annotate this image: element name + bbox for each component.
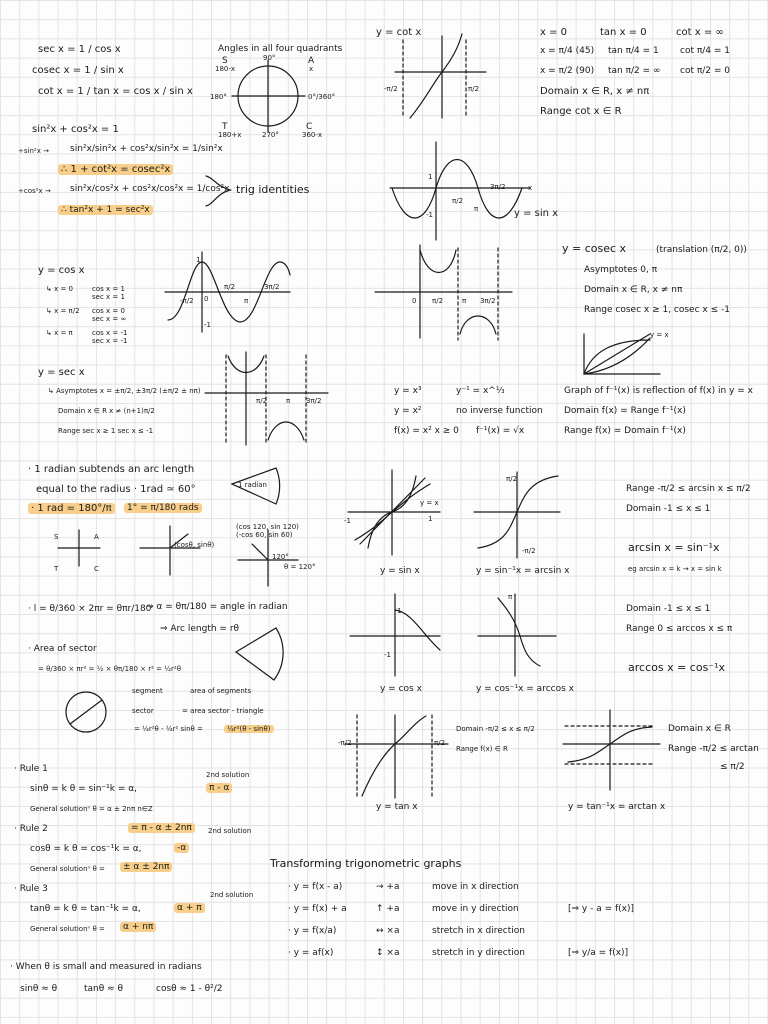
cosec-title: y = cosec x xyxy=(562,242,627,255)
arcsin-domain: Domain -1 ≤ x ≤ 1 xyxy=(626,504,711,514)
quadrant-diagram xyxy=(232,60,305,132)
rule-2-general: General solutionⁿ θ = xyxy=(30,865,105,873)
arccos-label-1: y = cos x xyxy=(380,684,422,694)
tan-row-3-tan: tan π/2 = ∞ xyxy=(608,66,661,76)
pythag-identity: sin²x + cos²x = 1 xyxy=(32,124,119,135)
cos-r-tick-neg1: -1 xyxy=(384,651,391,659)
quadrant-c: C xyxy=(306,122,313,132)
sec-asymptotes: ↳ Asymptotes x = ±π/2, ±3π/2 (±π/2 ± nπ) xyxy=(48,387,201,395)
rule-1-eq: sinθ = k θ = sin⁻¹k = α, xyxy=(30,784,138,794)
tan-row-2-x: x = π/4 (45) xyxy=(540,46,595,56)
quadrant-t-sub: 180+x xyxy=(218,131,242,139)
rule-3-note: 2nd solution xyxy=(210,891,254,899)
cosec-tick-pi2: π/2 xyxy=(432,297,444,305)
tan-tick-pi2: π/2 xyxy=(434,739,446,747)
cosec-domain: Domain x ∈ R, x ≠ nπ xyxy=(584,285,683,295)
tan-graph xyxy=(345,715,448,798)
sin-inv-tick-neg1: -1 xyxy=(344,517,351,525)
tan-tick-neg-pi2: -π/2 xyxy=(338,739,352,747)
reflection-line-3: Range f(x) = Domain f⁻¹(x) xyxy=(564,426,686,436)
sin-tick-pi2: π/2 xyxy=(452,197,464,205)
arcsin-eg: eg arcsin x = k → x = sin k xyxy=(628,565,722,573)
div-cos-label: ÷cos²x → xyxy=(18,187,51,195)
inverse-row-3-inv: f⁻¹(x) = √x xyxy=(476,426,525,436)
sec-tick-pi: π xyxy=(286,397,291,405)
sec-tick-pi2: π/2 xyxy=(256,397,268,405)
cos-row-2-cos: cos x = 0 xyxy=(92,307,125,315)
sin-inv-yx: y = x xyxy=(420,499,439,507)
area-sector xyxy=(236,628,283,680)
transform-2-desc: move in y direction xyxy=(432,904,519,914)
sec-definition: sec x = 1 / cos x xyxy=(38,44,121,55)
cos-tick-neg1: -1 xyxy=(204,321,211,329)
reflection-yx-label: y = x xyxy=(650,331,669,339)
quadrant-t: T xyxy=(222,122,228,132)
quadrant-a-sub: x xyxy=(309,65,314,73)
cosec-definition: cosec x = 1 / sin x xyxy=(32,65,124,76)
rule-1-title: · Rule 1 xyxy=(14,764,48,774)
cos-r-tick-1: 1 xyxy=(397,607,402,615)
segment-result: ½r²(θ - sinθ) xyxy=(224,725,274,733)
transform-2-eq: · y = f(x) + a xyxy=(288,904,347,914)
quadrant-c-sub: 360-x xyxy=(302,131,323,139)
tan-row-3-cot: cot π/2 = 0 xyxy=(680,66,731,76)
arctan-range: Range -π/2 ≤ arctan xyxy=(668,744,759,754)
transform-3-eq: · y = f(x/a) xyxy=(288,926,337,936)
unit-pt-3: 120° xyxy=(272,553,289,561)
arccos-domain: Domain -1 ≤ x ≤ 1 xyxy=(626,604,711,614)
cos-tick-0: 0 xyxy=(204,295,209,303)
arccos-def: arccos x = cos⁻¹x xyxy=(628,661,726,674)
cos-row-1-x: ↳ x = 0 xyxy=(46,285,74,293)
rule-2-note: 2nd solution xyxy=(208,827,252,835)
div-cos-eq: sin²x/cos²x + cos²x/cos²x = 1/cos²x xyxy=(70,184,230,194)
cos-row-3-sec: sec x = -1 xyxy=(92,337,128,345)
sin-inverse-graph xyxy=(348,470,440,555)
arctan-range-b: ≤ π/2 xyxy=(720,762,745,772)
segment-formula: = ½r²θ - ½r² sinθ = xyxy=(134,725,203,733)
rule-1-general: General solutionⁿ θ = α ± 2nπ n∈Z xyxy=(30,805,153,813)
cos-tick-3pi2: 3π/2 xyxy=(264,283,280,291)
tan-range: Range f(x) ∈ R xyxy=(456,745,508,753)
reflection-graph xyxy=(584,334,660,374)
sin-axis-x: x xyxy=(528,184,533,192)
arcsin-tick-neg-pi2: -π/2 xyxy=(522,547,536,555)
reflection-line-2: Domain f(x) = Range f⁻¹(x) xyxy=(564,406,686,416)
identity-result-1: ∴ 1 + cot²x = cosec²x xyxy=(58,164,173,175)
tan-domain: Domain -π/2 ≤ x ≤ π/2 xyxy=(456,725,535,733)
arctan-graph xyxy=(563,710,660,790)
transform-1-desc: move in x direction xyxy=(432,882,519,892)
inverse-row-2-f: y = x² xyxy=(394,406,422,416)
unit-pt-4: θ = 120° xyxy=(284,563,316,571)
cosec-tick-0: 0 xyxy=(412,297,417,305)
quadrant-right: 0°/360° xyxy=(308,93,336,101)
inverse-row-1-inv: y⁻¹ = x^⅓ xyxy=(456,386,505,396)
small-angle-tan: tanθ ≈ θ xyxy=(84,984,124,994)
transform-2-arrow: ↑ +a xyxy=(376,904,400,914)
sin-graph xyxy=(390,142,533,240)
sin-inv-tick-1: 1 xyxy=(428,515,433,523)
cos-row-1-sec: sec x = 1 xyxy=(92,293,125,301)
rule-3-general-hl: α + nπ xyxy=(120,922,156,932)
quadrant-left: 180° xyxy=(210,93,227,101)
arccos-tick-pi: π xyxy=(508,593,513,601)
identity-result-2: ∴ tan²x + 1 = sec²x xyxy=(58,205,153,215)
cos-tick-pi2: π/2 xyxy=(224,283,236,291)
cos-restricted-graph xyxy=(350,594,440,676)
arccos-graph xyxy=(478,594,556,676)
arctan-domain: Domain x ∈ R xyxy=(668,724,731,734)
tan-row-1-x: x = 0 xyxy=(540,27,568,38)
cosec-tick-pi: π xyxy=(462,297,467,305)
sector-title: · Area of sector xyxy=(28,644,97,654)
small-angle-title: · When θ is small and measured in radians xyxy=(10,962,202,972)
rule-3-general: General solutionⁿ θ = xyxy=(30,925,105,933)
sec-title: y = sec x xyxy=(38,367,85,378)
cos-title: y = cos x xyxy=(38,265,85,276)
transform-3-desc: stretch in x direction xyxy=(432,926,525,936)
arcsin-def: arcsin x = sin⁻¹x xyxy=(628,541,720,554)
quadrant-s-sub: 180-x xyxy=(215,65,236,73)
arcsin-range: Range -π/2 ≤ arcsin x ≤ π/2 xyxy=(626,484,751,494)
rule-2-title: · Rule 2 xyxy=(14,824,48,834)
cot-domain: Domain x ∈ R, x ≠ nπ xyxy=(540,86,650,97)
cot-definition: cot x = 1 / tan x = cos x / sin x xyxy=(38,86,193,97)
mini-quad-s: S xyxy=(54,533,59,541)
arc-length: ⇒ Arc length = rθ xyxy=(160,624,240,634)
quadrant-s: S xyxy=(222,56,228,66)
cos-tick-pi: π xyxy=(244,297,249,305)
sin-tick-pi: π xyxy=(474,205,479,213)
mini-quad-a: A xyxy=(94,533,99,541)
transform-title: Transforming trigonometric graphs xyxy=(270,857,462,870)
mini-quad-c: C xyxy=(94,565,99,573)
cos-row-3-x: ↳ x = π xyxy=(46,329,73,337)
arcsin-label-1: y = sin x xyxy=(380,566,420,576)
transform-3-arrow: ↔ ×a xyxy=(376,926,400,936)
transform-4-arrow: ↕ ×a xyxy=(376,948,400,958)
arcsin-tick-pi2: π/2 xyxy=(506,475,518,483)
segment-circle xyxy=(66,692,106,732)
deg-to-rad: 1° = π/180 rads xyxy=(124,503,202,513)
reflection-line-1: Graph of f⁻¹(x) is reflection of f(x) in y = x xyxy=(564,386,753,396)
arccos-label-2: y = cos⁻¹x = arccos x xyxy=(476,684,574,694)
rule-3-second: α + π xyxy=(174,903,205,913)
sec-range: Range sec x ≥ 1 sec x ≤ -1 xyxy=(58,427,154,435)
div-sin-eq: sin²x/sin²x + cos²x/sin²x = 1/sin²x xyxy=(70,144,223,154)
radian-line-1: · 1 radian subtends an arc length xyxy=(28,464,195,475)
quadrant-a: A xyxy=(308,56,315,66)
cosec-tick-3pi2: 3π/2 xyxy=(480,297,496,305)
inverse-row-3-f: f(x) = x² x ≥ 0 xyxy=(394,426,459,436)
cot-title: y = cot x xyxy=(376,27,422,38)
transform-4-note: [⇒ y/a = f(x)] xyxy=(568,948,629,958)
arcsin-label-2: y = sin⁻¹x = arcsin x xyxy=(476,566,570,576)
transform-1-arrow: → +a xyxy=(376,882,400,892)
rule-2-eq: cosθ = k θ = cos⁻¹k = α, xyxy=(30,844,142,854)
cos-row-3-cos: cos x = -1 xyxy=(92,329,128,337)
tan-row-2-cot: cot π/4 = 1 xyxy=(680,46,731,56)
transform-1-eq: · y = f(x - a) xyxy=(288,882,343,892)
rule-3-title: · Rule 3 xyxy=(14,884,48,894)
sector-text: = area sector - triangle xyxy=(182,707,264,715)
quadrant-top: 90° xyxy=(263,54,276,62)
rule-2-second: -α xyxy=(174,843,189,853)
cosec-asymptotes: Asymptotes 0, π xyxy=(584,265,658,275)
small-angle-sin: sinθ ≈ θ xyxy=(20,984,58,994)
rule-2-note-top: = π - α ± 2nπ xyxy=(128,823,195,833)
sin-tick-neg1: -1 xyxy=(426,211,433,219)
unit-pt-2: (-cos 60, sin 60) xyxy=(236,531,293,539)
rad-to-deg: · 1 rad = 180°/π xyxy=(28,503,115,514)
arc-formula: · l = θ/360 × 2πr = θπr/180 xyxy=(28,604,152,614)
rule-3-eq: tanθ = k θ = tan⁻¹k = α, xyxy=(30,904,141,914)
trig-identities-label: trig identities xyxy=(236,183,310,196)
tan-row-2-tan: tan π/4 = 1 xyxy=(608,46,659,56)
cos-tick-neg-pi2: -π/2 xyxy=(180,297,194,305)
transform-4-desc: stretch in y direction xyxy=(432,948,525,958)
tan-row-1-tan: tan x = 0 xyxy=(600,27,647,38)
cos-tick-1: 1 xyxy=(196,256,201,264)
alpha-formula: → α = θπ/180 = angle in radian xyxy=(146,602,288,612)
segment-text: area of segments xyxy=(190,687,252,695)
cosec-range: Range cosec x ≥ 1, cosec x ≤ -1 xyxy=(584,305,730,315)
inverse-row-2-inv: no inverse function xyxy=(456,406,543,416)
inverse-row-1-f: y = x³ xyxy=(394,386,422,396)
unit-pt-1: (cos 120, sin 120) xyxy=(236,523,299,531)
cos-row-2-x: ↳ x = π/2 xyxy=(46,307,80,315)
tan-row-3-x: x = π/2 (90) xyxy=(540,66,595,76)
div-sin-label: ÷sin²x → xyxy=(18,147,49,155)
small-angle-cos: cosθ ≈ 1 - θ²/2 xyxy=(156,984,223,994)
quadrants-title: Angles in all four quadrants xyxy=(218,44,343,54)
sec-domain: Domain x ∈ R x ≠ (n+1)π/2 xyxy=(58,407,155,415)
rule-1-note: 2nd solution xyxy=(206,771,250,779)
cosec-note: (translation (π/2, 0)) xyxy=(656,245,747,255)
sin-y1: 1 xyxy=(428,173,433,181)
sin-graph-label: y = sin x xyxy=(514,208,559,219)
cos-row-2-sec: sec x = ∞ xyxy=(92,315,127,323)
rule-2-general-hl: ± α ± 2nπ xyxy=(120,862,172,872)
radian-sector-label: 1 radian xyxy=(238,481,267,489)
rule-1-second: π - α xyxy=(206,783,232,793)
sector-formula: = θ/360 × πr² = ½ × θπ/180 × r² = ½r²θ xyxy=(38,665,182,673)
tan-row-1-cot: cot x = ∞ xyxy=(676,27,724,38)
radian-line-2: equal to the radius · 1rad ≃ 60° xyxy=(36,484,196,495)
quadrant-bottom: 270° xyxy=(262,131,279,139)
tan-label: y = tan x xyxy=(376,802,418,812)
cos-row-1-cos: cos x = 1 xyxy=(92,285,125,293)
cosec-graph xyxy=(375,245,512,340)
sin-tick-3pi2: 3π/2 xyxy=(490,183,506,191)
unit-point-label: (cosθ, sinθ) xyxy=(174,541,215,549)
mini-quad-t: T xyxy=(54,565,59,573)
cot-graph xyxy=(395,34,486,118)
sec-tick-3pi2: 3π/2 xyxy=(306,397,322,405)
cot-left-tick: -π/2 xyxy=(384,85,398,93)
cot-range: Range cot x ∈ R xyxy=(540,106,622,117)
cot-right-tick: π/2 xyxy=(468,85,480,93)
segment-label: segment xyxy=(132,687,163,695)
arctan-label: y = tan⁻¹x = arctan x xyxy=(568,802,666,812)
transform-2-note: [⇒ y - a = f(x)] xyxy=(568,904,635,914)
arccos-range: Range 0 ≤ arccos x ≤ π xyxy=(626,624,733,634)
transform-4-eq: · y = af(x) xyxy=(288,948,334,958)
sector-label: sector xyxy=(132,707,154,715)
